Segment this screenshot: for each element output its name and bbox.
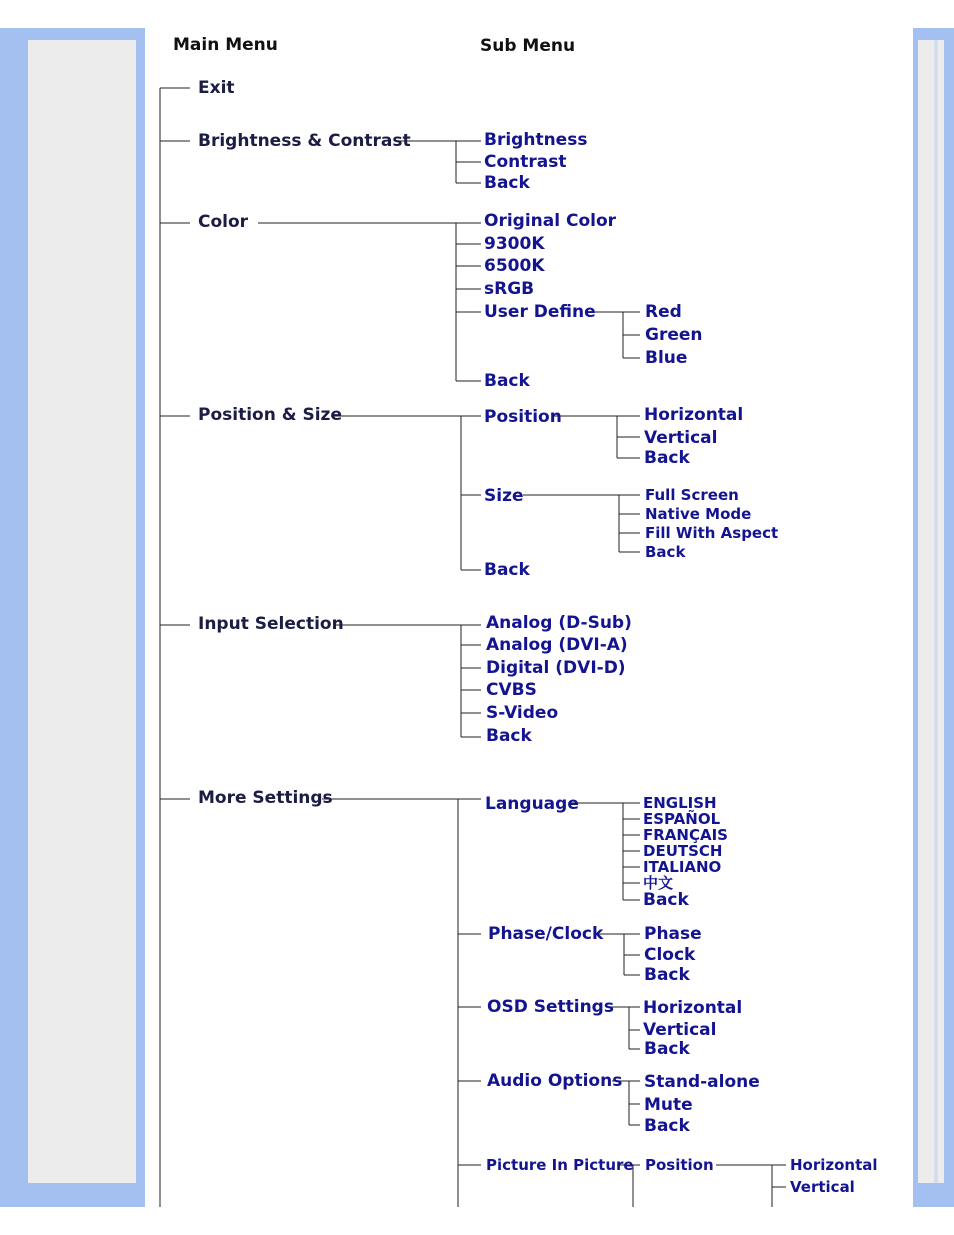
sub-item-size: Size [484, 486, 524, 506]
sub-item-horizontal: Horizontal [643, 998, 743, 1018]
sub-item-brightness: Brightness [484, 130, 588, 150]
sub-item-original-color: Original Color [484, 211, 617, 231]
sub-item-cvbs: CVBS [486, 680, 537, 700]
sub-item-back: Back [643, 890, 689, 910]
sub-item-deutsch: DEUTSCH [643, 842, 723, 860]
main-item-brightness-contrast: Brightness & Contrast [198, 131, 411, 151]
sub-item-digital-dvid: Digital (DVI-D) [486, 658, 626, 678]
sub-item-green: Green [645, 325, 703, 345]
main-item-input-selection: Input Selection [198, 614, 344, 634]
sub-item-user-define: User Define [484, 302, 596, 322]
sub-item-full-screen: Full Screen [645, 486, 739, 504]
sub-item-vertical: Vertical [644, 428, 718, 448]
sub-item-red: Red [645, 302, 682, 322]
sub-item-srgb: sRGB [484, 279, 535, 299]
sub-item-horizontal: Horizontal [790, 1156, 878, 1174]
sub-item-blue: Blue [645, 348, 688, 368]
right-frame-panel [918, 40, 944, 1183]
sub-item-6500k: 6500K [484, 256, 545, 276]
sub-item-native-mode: Native Mode [645, 505, 752, 523]
sub-item-francais: FRANÇAIS [643, 826, 728, 844]
sub-item-s-video: S-Video [486, 703, 559, 723]
sub-item-contrast: Contrast [484, 152, 567, 172]
sub-item-clock: Clock [644, 945, 696, 965]
sub-item-osd-settings: OSD Settings [487, 997, 614, 1017]
sub-item-back: Back [644, 965, 690, 985]
sub-item-back: Back [645, 543, 686, 561]
main-item-color: Color [198, 212, 249, 232]
sub-item-back: Back [484, 560, 530, 580]
sub-item-vertical: Vertical [790, 1178, 855, 1196]
sub-item-audio-options: Audio Options [487, 1071, 623, 1091]
sub-item-analog-dvia: Analog (DVI-A) [486, 635, 628, 655]
sub-item-fill-with-aspect: Fill With Aspect [645, 524, 779, 542]
main-item-position-size: Position & Size [198, 405, 342, 425]
sub-item-back: Back [644, 1116, 690, 1136]
sub-item-picture-in-picture: Picture In Picture [486, 1156, 634, 1174]
sub-item-horizontal: Horizontal [644, 405, 744, 425]
main-item-exit: Exit [198, 78, 235, 98]
sub-menu-header: Sub Menu [480, 36, 576, 56]
sub-item-italiano: ITALIANO [643, 858, 722, 876]
sub-item-position: Position [484, 407, 562, 427]
sub-item-phase: Phase [644, 924, 702, 944]
sub-item-espanol: ESPAÑOL [643, 810, 721, 828]
sub-item-phase-clock: Phase/Clock [488, 924, 604, 944]
sub-item-position: Position [645, 1156, 714, 1174]
sub-item-vertical: Vertical [643, 1020, 717, 1040]
sub-item-back: Back [484, 173, 530, 193]
sub-item-mute: Mute [644, 1095, 693, 1115]
sub-item-analog-dsub: Analog (D-Sub) [486, 613, 632, 633]
sub-item-back: Back [486, 726, 532, 746]
main-menu-header: Main Menu [173, 35, 278, 55]
sub-item-9300k: 9300K [484, 234, 545, 254]
sub-item-english: ENGLISH [643, 794, 717, 812]
sub-item-chinese: 中文 [643, 874, 674, 892]
left-frame-panel [28, 40, 136, 1183]
sub-item-back: Back [644, 1039, 690, 1059]
osd-menu-tree [145, 0, 913, 1207]
sub-item-back: Back [484, 371, 530, 391]
main-item-more-settings: More Settings [198, 788, 333, 808]
right-frame-divider [934, 40, 938, 1183]
sub-item-language: Language [485, 794, 579, 814]
sub-item-back: Back [644, 448, 690, 468]
sub-item-stand-alone: Stand-alone [644, 1072, 760, 1092]
